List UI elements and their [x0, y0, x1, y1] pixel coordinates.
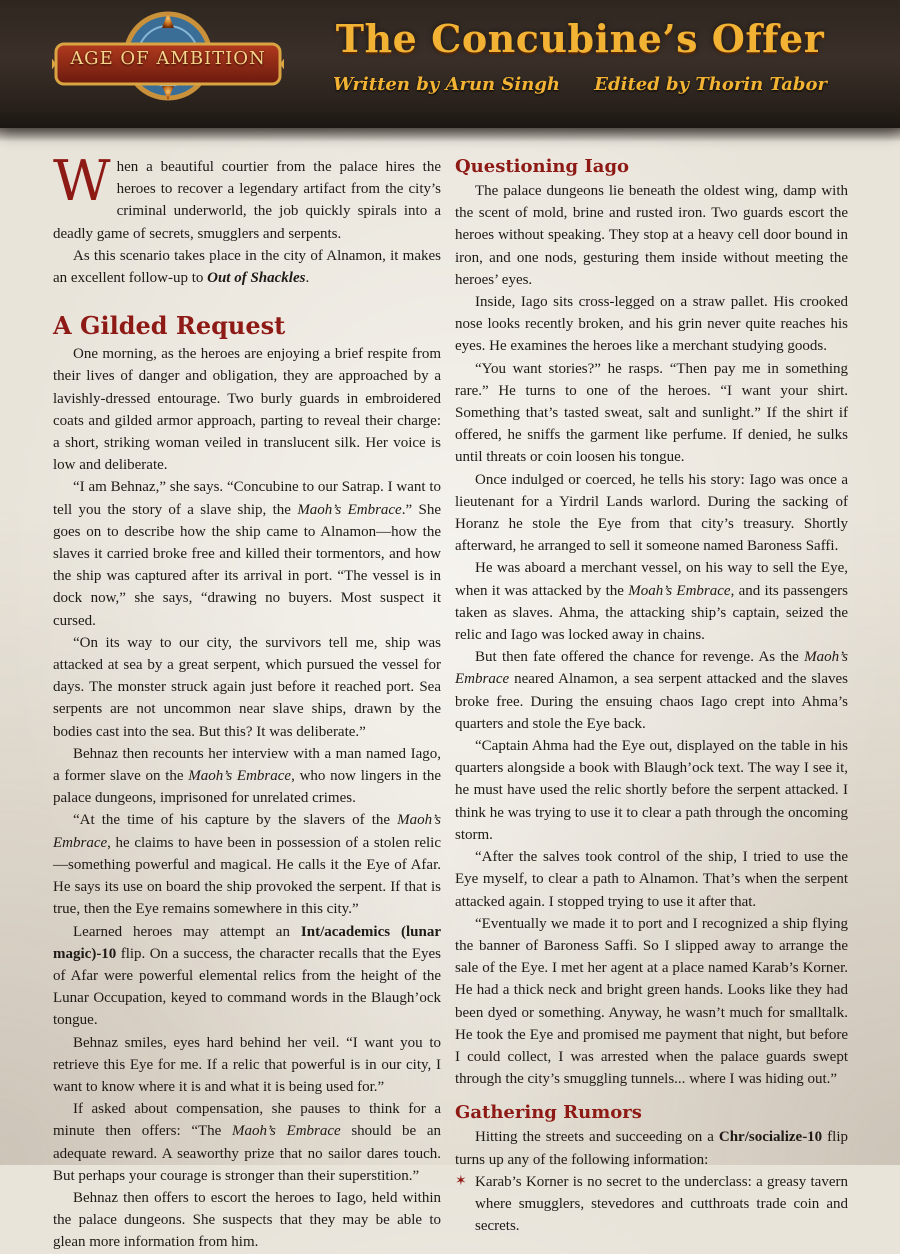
- right-column: [455, 156, 848, 1237]
- paragraph: “I am Behnaz,” she says. “Concubine to our Satrap. I want to tell you the story of a slave ship, the Maoh’s Embrace.” She goes on to describe how the ship came to Alnamon—how the slaves it carried broke free and killed their tormentors, and how the ship was captured after its arrival in port. “The vessel is in dock now,” she says, “drawing no buyers. Most suspect it cursed.: [53, 479, 441, 629]
- credits: [300, 74, 860, 95]
- page-title: The Concubine’s Offer: [335, 16, 825, 61]
- section-heading-gathering-rumors: Gathering Rumors: [455, 1102, 642, 1124]
- paragraph: Learned heroes may attempt an Int/academics (lunar magic)-10 flip. On a success, the character recalls that the Eyes of Afar were powerful elemental relics from the height of the Lunar Occupation, keyed to command words in the Blaugh’ock tongue.: [53, 923, 441, 1029]
- paragraph: If asked about compensation, she pauses to think for a minute then offers: “The Maoh’s Embrace should be an adequate reward. A seaworthy prize that no sailor dares touch. But perhaps your courage is stronger than their superstition.”: [53, 1101, 441, 1184]
- paragraph: “You want stories?” he rasps. “Then pay me in something rare.” He turns to one of the heroes. “I want your shirt. Something that’s tasted sweat, salt and sunlight.” If the shirt if offered, he sniffs the garment like perfume. If denied, he sulks until threats or coin loosen his tongue.: [455, 360, 848, 466]
- page-header: [0, 0, 900, 128]
- paragraph: One morning, as the heroes are enjoying a brief respite from their lives of danger and obligation, they are approached by a lavishly-dressed entourage. Two burly guards in embroidered coats and gilded armor approach, parting to reveal their charge: a short, striking woman veiled in translucent silk. Her voice is low and deliberate.: [53, 346, 441, 474]
- paragraph: “After the salves took control of the ship, I tried to use the Eye myself, to clear a path to Alnamon. That’s when the serpent attacked again. I stopped trying to use it after that.: [455, 849, 848, 910]
- drop-cap: W: [53, 149, 111, 214]
- paragraph: The palace dungeons lie beneath the oldest wing, damp with the scent of mold, brine and rusted iron. Two guards escort the heroes without speaking. They stop at a heavy cell door bound in iron, and one nods, gesturing them inside without meeting the heroes’ eyes.: [455, 183, 848, 288]
- paragraph: But then fate offered the chance for revenge. As the Maoh’s Embrace neared Alnamon, a sea serpent attacked and the slaves broke free. During the ensuing chaos Iago crept into Ahma’s quarters and stole the Eye back.: [455, 649, 848, 732]
- paragraph: Behnaz then offers to escort the heroes to Iago, held within the palace dungeons. She suspects that they may be able to glean more information from him.: [53, 1189, 441, 1251]
- paragraph: Behnaz smiles, eyes hard behind her veil. “I want you to retrieve this Eye for me. If a relic that powerful is in our city, I want to know where it is and what it is being used for.”: [53, 1034, 441, 1095]
- written-by: Written by Arun Singh: [333, 74, 561, 95]
- quill-star-icon: ✶: [455, 1173, 467, 1189]
- section-heading-questioning-iago: Questioning Iago: [455, 156, 630, 177]
- paragraph: Hitting the streets and succeeding on a Chr/socialize-10 flip turns up any of the following information:: [455, 1129, 848, 1168]
- paragraph: “Eventually we made it to port and I recognized a ship flying the banner of Baroness Saffi. So I slipped away to arrange the sale of the Eye. I met her agent at a place named Karab’s Korner. He had a thick neck and bright green hands. Looks like they had been dyed or something. Anyway, he wasn’t much for smalltalk. He took the Eye and promised me payment that night, but before I could collect, I was arrested when the palace guards swept through the city’s smuggling tunnels... where I was hiding out.”: [455, 915, 848, 1088]
- scenario-reference: Out of Shackles: [207, 270, 306, 287]
- left-column: [53, 149, 441, 1254]
- skill-check: Int/academics (lunar magic)-10: [53, 923, 441, 962]
- list-item: ✶ Karab’s Korner is no secret to the underclass: a greasy tavern where smugglers, stevedores and cutthroats trade coin and secrets.: [455, 1171, 848, 1238]
- paragraph: “At the time of his capture by the slavers of the Maoh’s Embrace, he claims to have been in possession of a stolen relic—something powerful and magical. He calls it the Eye of Afar. He says its use on board the ship provoked the serpent. If that is true, then the Eye remains somewhere in this city.”: [53, 812, 441, 918]
- paragraph: Once indulged or coerced, he tells his story: Iago was once a lieutenant for a Yirdril Lands warlord. During the sacking of Horanz he stole the Eye from that city’s treasury. Shortly afterward, he arranged to sell it someone named Baroness Saffi.: [455, 471, 848, 555]
- paragraph: He was aboard a merchant vessel, on his way to sell the Eye, when it was attacked by the Moah’s Embrace, and its passengers taken as slaves. Ahma, the attacking ship’s captain, seized the relic and Iago was locked away in chains.: [455, 560, 849, 644]
- paragraph: Behnaz then recounts her interview with a man named Iago, a former slave on the Maoh’s Embrace, who now lingers in the palace dungeons, imprisoned for unrelated crimes.: [53, 745, 441, 807]
- edited-by: Edited by Thorin Tabor: [594, 74, 827, 95]
- logo-text: AGE OF AMBITION: [70, 48, 266, 69]
- section-heading-gilded-request: A Gilded Request: [53, 311, 286, 341]
- skill-check: Chr/socialize-10: [718, 1129, 823, 1146]
- paragraph: Inside, Iago sits cross-legged on a straw pallet. His crooked nose looks recently broken, and his grin never quite reaches his eyes. He examines the heroes like a merchant studying goods.: [455, 294, 848, 355]
- intro-paragraph-2: As this scenario takes place in the city of Alnamon, it makes an excellent follow-up to Out of Shackles.: [53, 247, 441, 287]
- paragraph: “On its way to our city, the survivors tell me, ship was attacked at sea by a great serpent, which pursued the vessel for days. The monster struck again just before it reached port. Sea serpents are not uncommon near slave ships, drawn by the bodies cast into the sea. But this? It was deliberate.”: [53, 634, 441, 740]
- paragraph: “Captain Ahma had the Eye out, displayed on the table in his quarters alongside a book with Blaugh’ock text. The way I see it, he must have used the relic shortly before the serpent attacked. I think he was trying to use it to clear a path through the oncoming storm.: [455, 738, 848, 843]
- intro-paragraph: When a beautiful courtier from the palace hires the heroes to recover a legendary artifact from the city’s criminal underworld, the job quickly spirals into a deadly game of secrets, smugglers and serpents.: [53, 149, 441, 242]
